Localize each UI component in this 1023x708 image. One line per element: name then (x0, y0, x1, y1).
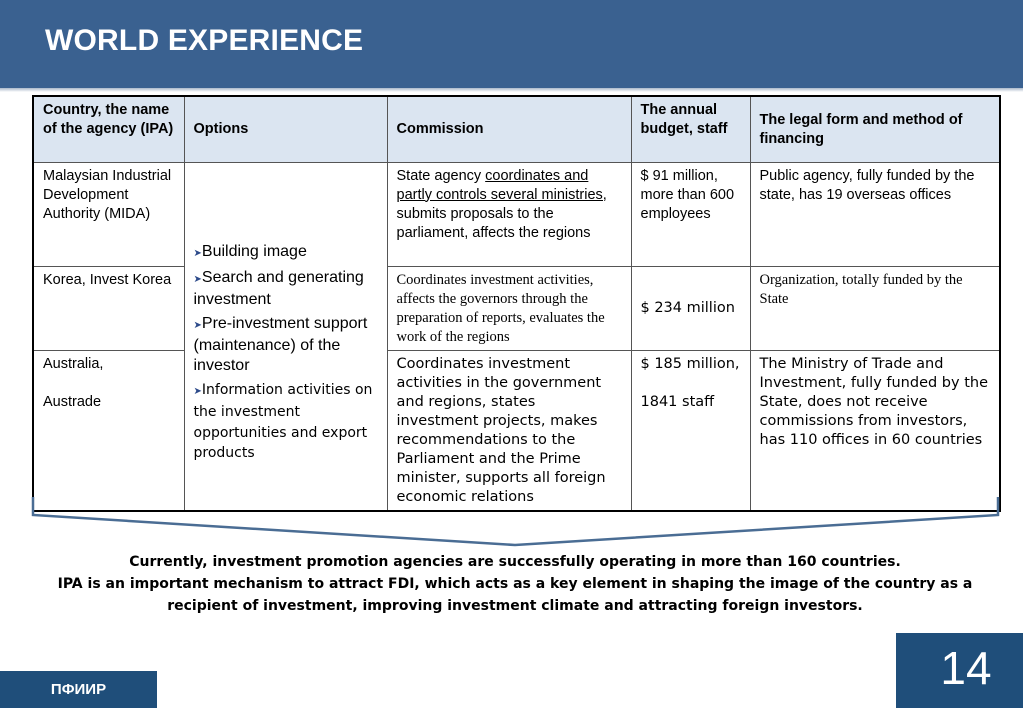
cell-legal-form: The Ministry of Trade and Investment, fully funded by the State, does not receive commissions from investors, has 110 offices in 60 countries (750, 350, 1000, 511)
cell-country: Australia, Austrade (33, 350, 184, 511)
header-shadow (0, 88, 1023, 92)
cell-country: Malaysian Industrial Development Authority (MIDA) (33, 162, 184, 266)
cell-country: Korea, Invest Korea (33, 266, 184, 350)
summary-text: Currently, investment promotion agencies are successfully operating in more than 160 countries. IPA is an important mechanism to attract FDI, which acts as a key element in shaping the image of the country as a recipient of investment, improving investment climate and attracting foreign investors. (57, 554, 973, 614)
cell-budget: $ 185 million, 1841 staff (631, 350, 750, 511)
slide-title: WORLD EXPERIENCE (45, 24, 364, 57)
option-item: ➤Pre-investment support (maintenance) of the investor (193, 314, 368, 374)
cell-budget: $ 234 million (631, 266, 750, 350)
cell-legal-form: Public agency, fully funded by the state, has 19 overseas offices (750, 162, 1000, 266)
table-row (33, 350, 1000, 511)
cell-commission: Coordinates investment activities in the government and regions, states investment projects, makes recommendations to the Parliament and the Prime minister, supports all foreign economic relations (387, 350, 631, 511)
cell-commission: Coordinates investment activities, affects the governors through the preparation of reports, evaluates the work of the regions (387, 266, 631, 350)
header-budget: The annual budget, staff (631, 96, 750, 162)
arrowhead-bullet-icon: ➤ (193, 319, 202, 331)
arrowhead-bullet-icon: ➤ (193, 273, 202, 285)
option-item: ➤Building image (193, 242, 307, 260)
header-country: Country, the name of the agency (IPA) (33, 96, 184, 162)
header-options: Options (184, 96, 387, 162)
header-commission: Commission (387, 96, 631, 162)
table-row (33, 266, 1000, 350)
header-legal-form: The legal form and method of financing (750, 96, 1000, 162)
cell-options (184, 162, 387, 511)
agency-table (32, 95, 1001, 512)
option-item: ➤Information activities on the investment opportunities and export products (193, 381, 373, 461)
cell-commission: State agency coordinates and partly controls several ministries, submits proposals to the parliament, affects the regions (387, 162, 631, 266)
cell-legal-form: Organization, totally funded by the State (750, 266, 1000, 350)
footer-label: ПФИИР (50, 681, 107, 698)
arrowhead-bullet-icon: ➤ (193, 385, 202, 397)
option-item: ➤Search and generating investment (193, 268, 364, 308)
table-row (33, 162, 1000, 266)
arrowhead-bullet-icon: ➤ (193, 247, 202, 259)
table-header-row (33, 96, 1000, 162)
cell-budget: $ 91 million, more than 600 employees (631, 162, 750, 266)
page-number: 14 (940, 642, 992, 694)
